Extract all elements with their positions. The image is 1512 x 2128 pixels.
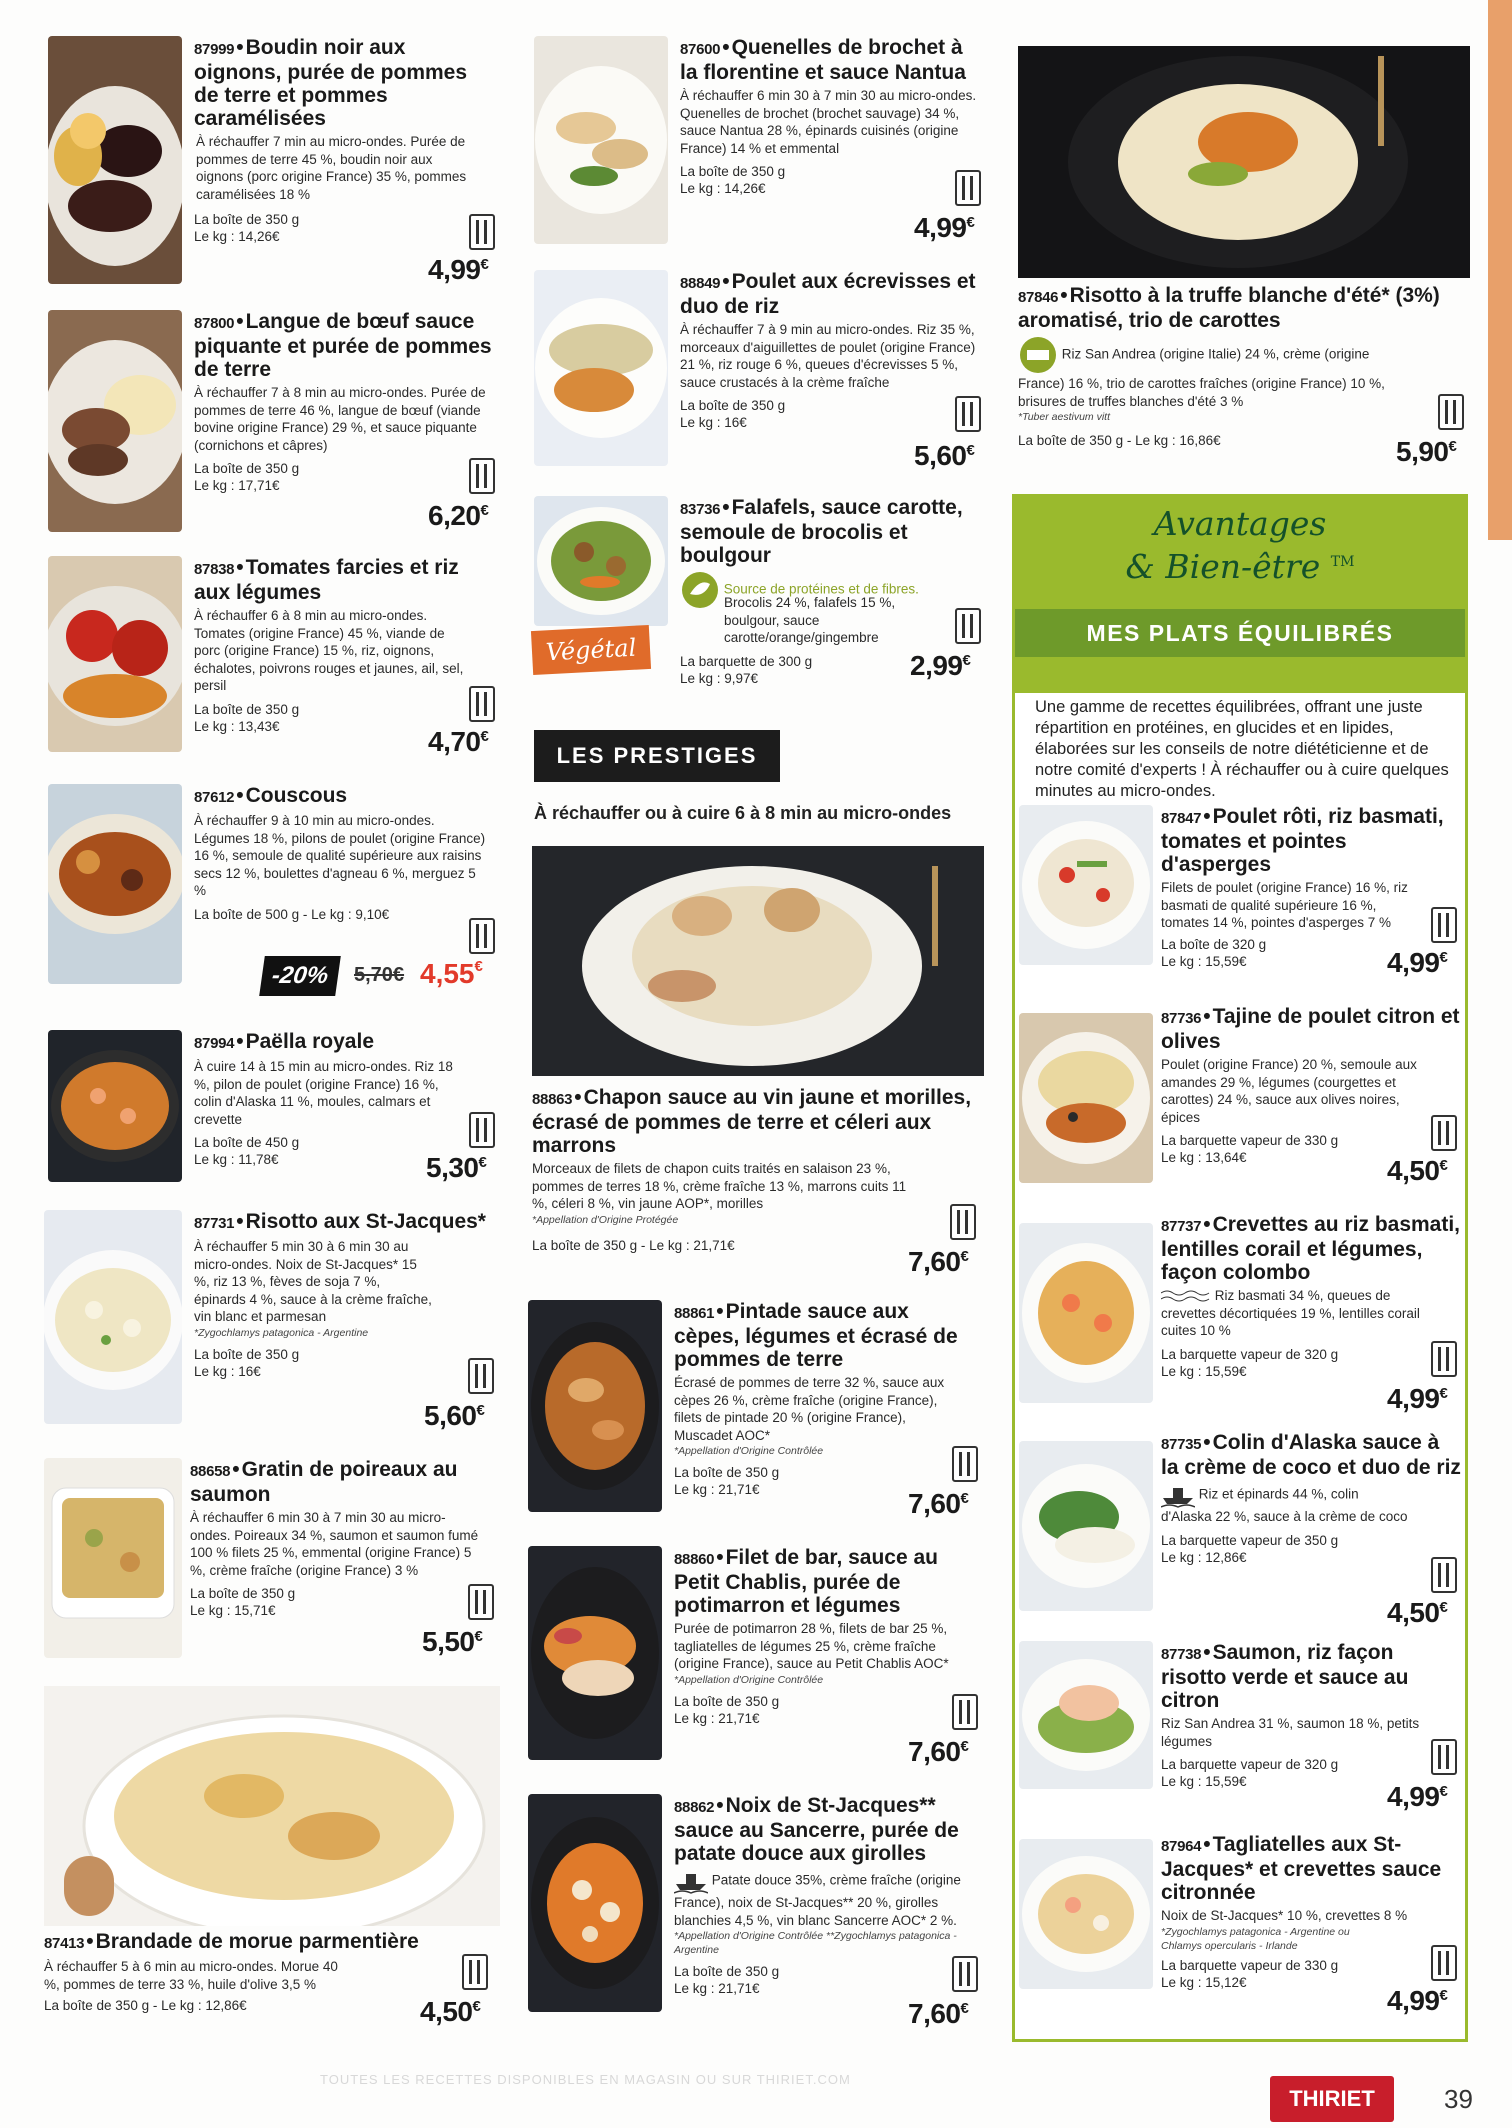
- product-description: À réchauffer 6 min 30 à 7 min 30 au micro-ondes. Quenelles de brochet (brochet sauvage) 34 %, sauce Nantua 28 %, épinards cuisinés (origine France) 14 % et emmental: [680, 88, 977, 156]
- dish-image-st-jacques-sancerre: [528, 1794, 662, 2012]
- footnote: *Appellation d'Origine Contrôlée: [674, 1445, 824, 1457]
- product-card[interactable]: [44, 1210, 500, 1444]
- dish-image-pintade: [528, 1300, 662, 1512]
- product-title: 88861•Pintade sauce aux cèpes, légumes et écrasé de pommes de terre: [674, 1300, 958, 1371]
- dish-image-saumon: [1019, 1641, 1153, 1789]
- product-title: 87736•Tajine de poulet citron et olives: [1161, 1005, 1460, 1053]
- waves-icon: [1161, 1289, 1211, 1303]
- product-photo: [48, 310, 182, 532]
- microwave-icon: [952, 1446, 978, 1482]
- product-card[interactable]: [534, 270, 986, 480]
- product-price: 4,50€: [420, 1996, 481, 2027]
- microwave-icon: [468, 1584, 494, 1620]
- dish-image-poulet-ecrevisses: [534, 270, 668, 466]
- package-size: La boîte de 350 g: [194, 461, 300, 476]
- microwave-icon: [950, 1204, 976, 1240]
- dish-image-paella: [48, 1030, 182, 1182]
- product-photo: [1019, 1013, 1153, 1183]
- product-price: 2,99€: [910, 650, 971, 681]
- product-price: 5,30€: [426, 1152, 487, 1183]
- product-description-text: Riz basmati 34 %, queues de crevettes décortiquées 19 %, lentilles corail cuites 10 %: [1161, 1288, 1420, 1338]
- microwave-icon: [468, 1358, 494, 1394]
- product-card[interactable]: [1019, 1833, 1463, 2033]
- product-price: 4,70€: [428, 726, 489, 757]
- product-price: 7,60€: [908, 1246, 969, 1277]
- product-photo: [48, 36, 182, 284]
- product-title: 83736•Falafels, sauce carotte, semoule de brocolis et boulgour: [680, 496, 963, 567]
- microwave-icon: [469, 458, 495, 494]
- product-title: 87600•Quenelles de brochet à la florentine et sauce Nantua: [680, 36, 966, 84]
- price-per-kg: Le kg : 15,59€: [1161, 953, 1247, 969]
- product-title: 87800•Langue de bœuf sauce piquante et purée de pommes de terre: [194, 310, 492, 381]
- product-card[interactable]: [528, 1794, 984, 2038]
- product-photo: [1019, 805, 1153, 965]
- dish-image-crevettes: [1019, 1223, 1153, 1403]
- product-photo: [48, 784, 182, 984]
- product-photo: [534, 496, 668, 626]
- package-size: La barquette vapeur de 320 g: [1161, 1346, 1339, 1362]
- dish-image-risotto-truffe: [1018, 46, 1470, 278]
- product-description: À cuire 14 à 15 min au micro-ondes. Riz 18 %, pilon de poulet (origine France) 16 %, colin d'Alaska 11 %, moules, calmars et crevette: [194, 1059, 453, 1127]
- dish-image-tagliatelles: [1019, 1839, 1153, 1989]
- product-description: Brocolis 24 %, falafels 15 %, boulgour, sauce carotte/orange/gingembre: [724, 595, 896, 645]
- product-title: 87731•Risotto aux St-Jacques*: [194, 1210, 486, 1233]
- product-price: 4,50€: [1387, 1597, 1448, 1628]
- microwave-icon: [1431, 907, 1457, 943]
- product-photo: [48, 556, 182, 752]
- price-per-kg: Le kg : 16€: [680, 415, 747, 430]
- price-per-kg: Le kg : 14,26€: [680, 181, 766, 196]
- product-price: 7,60€: [908, 1488, 969, 1519]
- microwave-icon: [469, 918, 495, 954]
- product-card[interactable]: [1019, 1005, 1463, 1213]
- product-photo: [1018, 46, 1470, 278]
- footnote: *Zygochlamys patagonica - Argentine: [194, 1326, 369, 1339]
- price-per-kg: Le kg : 16€: [194, 1363, 261, 1379]
- dish-image-tajine: [1019, 1013, 1153, 1183]
- fishing-boat-icon: [1161, 1482, 1195, 1508]
- footnote: *Appellation d'Origine Protégée: [532, 1213, 679, 1226]
- product-price: 4,99€: [1387, 1985, 1448, 2016]
- package-size: La barquette vapeur de 330 g: [1161, 1957, 1339, 1973]
- package-size: La boîte de 500 g - Le kg : 9,10€: [194, 906, 390, 922]
- product-photo: [532, 846, 984, 1076]
- product-description: Purée de potimarron 28 %, filets de bar 25 %, tagliatelles de légumes 25 %, crème fraîche (origine France), sauce au Petit Chablis AOC*: [674, 1621, 949, 1671]
- product-description-text: Riz San Andrea (origine Italie) 24 %, crème (origine France) 16 %, trio de carottes fraîches (origine France) 10 %, brisures de truffes blanches d'été 3 %: [1018, 346, 1385, 409]
- product-price: 5,50€: [422, 1626, 483, 1657]
- product-photo: [528, 1794, 662, 2012]
- product-title: 87994•Paëlla royale: [194, 1030, 374, 1053]
- promo-price: 4,55€: [420, 958, 483, 989]
- product-price: 5,90€: [1396, 436, 1457, 467]
- microwave-icon: [955, 608, 981, 644]
- product-description: À réchauffer 7 à 9 min au micro-ondes. Riz 35 %, morceaux d'aiguillettes de poulet (origine France) 21 %, riz rouge 6 %, queues d'écrevisses 5 %, sauce crustacés à la crème fraîche: [680, 322, 976, 390]
- product-photo: [1019, 1223, 1153, 1403]
- package-size: La boîte de 350 g - Le kg : 16,86€: [1018, 433, 1221, 448]
- product-card[interactable]: [44, 1458, 500, 1670]
- product-card[interactable]: [534, 36, 986, 256]
- product-title: 88863•Chapon sauce au vin jaune et morilles, écrasé de pommes de terre et céleri aux marrons: [532, 1086, 972, 1157]
- leaf-badge-icon: [680, 570, 720, 610]
- old-price: 5,70€: [354, 964, 405, 986]
- product-title: 87612•Couscous: [194, 784, 348, 807]
- product-card[interactable]: [1019, 1431, 1463, 1641]
- protein-badge-text: Source de protéines et de fibres.: [723, 581, 919, 597]
- product-description: [1161, 1287, 1421, 1340]
- product-description: À réchauffer 5 à 6 min au micro-ondes. Morue 40 %, pommes de terre 33 %, huile d'olive 3,5 %: [44, 1959, 338, 1992]
- product-photo: [534, 36, 668, 244]
- product-price: 7,60€: [908, 1736, 969, 1767]
- microwave-icon: [952, 1956, 978, 1992]
- package-size: La barquette vapeur de 320 g: [1161, 1757, 1339, 1772]
- product-title: 88849•Poulet aux écrevisses et duo de riz: [680, 270, 976, 318]
- product-photo: [1019, 1441, 1153, 1611]
- price-per-kg: Le kg : 21,71€: [674, 1981, 760, 1996]
- microwave-icon: [469, 1112, 495, 1148]
- product-price: 4,99€: [428, 254, 489, 285]
- avantages-header: [1015, 497, 1465, 693]
- dish-image-brandade: [44, 1686, 500, 1926]
- price-per-kg: Le kg : 21,71€: [674, 1482, 760, 1497]
- product-photo: [44, 1458, 182, 1658]
- product-price: 4,99€: [1387, 947, 1448, 978]
- product-photo: [528, 1300, 662, 1512]
- footnote: *Zygochlamys patagonica - Argentine ou Chlamys opercularis - Irlande: [1161, 1925, 1350, 1952]
- dish-image-gratin: [44, 1458, 182, 1658]
- product-title: 87964•Tagliatelles aux St-Jacques* et crevettes sauce citronnée: [1161, 1833, 1442, 1904]
- price-per-kg: Le kg : 12,86€: [1161, 1549, 1247, 1565]
- product-photo: [44, 1686, 500, 1926]
- product-description: [674, 1868, 974, 1929]
- section-subtitle: À réchauffer ou à cuire 6 à 8 min au micro-ondes: [534, 803, 952, 823]
- price-per-kg: Le kg : 15,59€: [1161, 1774, 1247, 1789]
- product-description-text: Riz et épinards 44 %, colin d'Alaska 22 %, sauce à la crème de coco: [1161, 1486, 1408, 1524]
- package-size: La boîte de 350 g: [194, 701, 300, 717]
- product-price: 4,50€: [1387, 1155, 1448, 1186]
- footnote: *Appellation d'Origine Contrôlée: [674, 1673, 824, 1686]
- price-per-kg: Le kg : 13,43€: [194, 718, 280, 734]
- footnote: *Tuber aestivum vitt: [1018, 411, 1111, 423]
- price-per-kg: Le kg : 15,12€: [1161, 1974, 1247, 1990]
- product-card[interactable]: [1019, 1213, 1463, 1431]
- dish-image-quenelles: [534, 36, 668, 244]
- product-description: À réchauffer 6 à 8 min au micro-ondes. Tomates (origine France) 45 %, viande de porc (origine France) 15 %, riz, oignons, échalotes, poivrons rouges et jaunes, ail, sel, persil: [194, 608, 464, 693]
- price-per-kg: Le kg : 15,71€: [190, 1603, 276, 1618]
- product-description: Poulet (origine France) 20 %, semoule aux amandes 29 %, légumes (courgettes et carottes) 24 %, sauce aux olives noires, épices: [1161, 1057, 1417, 1125]
- product-photo: [44, 1210, 182, 1424]
- price-per-kg: Le kg : 11,78€: [194, 1152, 279, 1167]
- page-edge-strip: [1488, 0, 1512, 540]
- microwave-icon: [1438, 394, 1464, 430]
- product-title: 88862•Noix de St-Jacques** sauce au Sancerre, purée de patate douce aux girolles: [674, 1794, 959, 1865]
- product-card[interactable]: [48, 36, 500, 286]
- microwave-icon: [1431, 1739, 1457, 1775]
- microwave-icon: [1431, 1341, 1457, 1377]
- microwave-icon: [469, 214, 495, 250]
- product-price: 4,99€: [914, 212, 975, 243]
- package-size: La boîte de 350 g: [190, 1586, 296, 1601]
- microwave-icon: [952, 1694, 978, 1730]
- fishing-boat-icon: [674, 1868, 708, 1894]
- product-title: 87999•Boudin noir aux oignons, purée de pommes de terre et pommes caramélisées: [194, 36, 468, 130]
- product-title: 87413•Brandade de morue parmentière: [44, 1930, 419, 1953]
- product-description: À réchauffer 9 à 10 min au micro-ondes. Légumes 18 %, pilons de poulet (origine France) 16 %, semoule de qualité supérieure aux raisins secs 12 %, boulettes d'agneau 6 %, merguez 5 %: [194, 813, 486, 898]
- product-price: 4,99€: [1387, 1383, 1448, 1414]
- dish-image-langue: [48, 310, 182, 532]
- package-size: La boîte de 350 g - Le kg : 12,86€: [44, 1998, 247, 2013]
- product-description-text: Patate douce 35%, crème fraîche (origine France), noix de St-Jacques** 20 %, girolles blanchies 4,5 %, vin blanc Sancerre AOC* 2 %.: [674, 1872, 961, 1928]
- product-price: 7,60€: [908, 1998, 969, 2029]
- avantages-intro: Une gamme de recettes équilibrées, offrant une juste répartition en protéines, en glucides et en lipides, élaborées sur les conseils de notre diététicienne et de notre comité d'experts ! À réchauffer ou à cuire quelques minutes au micro-ondes.: [1035, 698, 1449, 800]
- package-size: La boîte de 350 g: [674, 1693, 780, 1709]
- vegetal-badge: Végétal: [531, 625, 651, 675]
- product-card[interactable]: [532, 1086, 984, 1282]
- product-title: 87737•Crevettes au riz basmati, lentilles corail et légumes, façon colombo: [1161, 1213, 1461, 1284]
- footnote: *Appellation d'Origine Contrôlée **Zygochlamys patagonica - Argentine: [674, 1930, 957, 1956]
- microwave-icon: [1431, 1115, 1457, 1151]
- product-price: 5,60€: [914, 440, 975, 471]
- microwave-icon: [955, 170, 981, 206]
- package-size: La barquette vapeur de 350 g: [1161, 1532, 1339, 1548]
- product-title: 87847•Poulet rôti, riz basmati, tomates et pointes d'asperges: [1161, 805, 1444, 876]
- package-size: La barquette vapeur de 330 g: [1161, 1133, 1339, 1148]
- dish-image-tomates: [48, 556, 182, 752]
- product-description: À réchauffer 6 min 30 à 7 min 30 au micro-ondes. Poireaux 34 %, saumon et saumon fumé 100 % filets 25 %, emmental (origine France) 5 %, crème fraîche (origine France) 3 %: [190, 1510, 479, 1578]
- microwave-icon: [469, 686, 495, 722]
- package-size: La boîte de 350 g: [194, 212, 300, 227]
- package-size: La boîte de 320 g: [1161, 936, 1267, 952]
- product-price: 4,99€: [1387, 1781, 1448, 1812]
- product-photo: [48, 1030, 182, 1182]
- product-card[interactable]: [44, 1930, 500, 2040]
- package-size: La boîte de 350 g - Le kg : 21,71€: [532, 1237, 735, 1253]
- package-size: La boîte de 350 g: [674, 1465, 780, 1480]
- product-card[interactable]: [48, 310, 500, 536]
- brand-logo[interactable]: THIRIET: [1270, 2076, 1394, 2122]
- price-per-kg: Le kg : 9,97€: [680, 670, 759, 686]
- product-photo: [1019, 1839, 1153, 1989]
- product-description: Morceaux de filets de chapon cuits traités en salaison 23 %, pommes de terres 18 %, crème fraîche 13 %, marrons cuits 11 %, céleri 8 %, vin jaune AOP*, morilles: [532, 1161, 907, 1211]
- product-title: 88658•Gratin de poireaux au saumon: [190, 1458, 458, 1506]
- product-card[interactable]: [528, 1300, 984, 1528]
- product-card[interactable]: [48, 1030, 500, 1210]
- italy-rice-badge-icon: [1018, 335, 1058, 375]
- product-card[interactable]: [1019, 805, 1463, 1005]
- dish-image-bar: [528, 1546, 662, 1760]
- dish-image-risotto: [44, 1210, 182, 1424]
- price-per-kg: Le kg : 21,71€: [674, 1710, 760, 1726]
- product-description: [1161, 1482, 1411, 1526]
- product-title: 87838•Tomates farcies et riz aux légumes: [194, 556, 459, 604]
- dish-image-couscous: [48, 784, 182, 984]
- microwave-icon: [1431, 1945, 1457, 1981]
- package-size: La boîte de 350 g: [674, 1964, 780, 1979]
- product-title: 87738•Saumon, riz façon risotto verde et sauce au citron: [1161, 1641, 1409, 1712]
- microwave-icon: [955, 396, 981, 432]
- dish-image-boudin: [48, 36, 182, 284]
- package-size: La barquette de 300 g: [680, 653, 813, 669]
- product-card[interactable]: [48, 556, 500, 766]
- product-card[interactable]: [1018, 284, 1470, 480]
- dish-image-chapon: [532, 846, 984, 1076]
- price-per-kg: Le kg : 13,64€: [1161, 1150, 1247, 1165]
- product-price: 5,60€: [424, 1400, 485, 1431]
- dish-image-falafels: [534, 496, 668, 626]
- product-price: 6,20€: [428, 500, 489, 531]
- price-per-kg: Le kg : 14,26€: [194, 229, 280, 244]
- product-title: 88860•Filet de bar, sauce au Petit Chablis, purée de potimarron et légumes: [674, 1546, 938, 1617]
- package-size: La boîte de 350 g: [194, 1346, 300, 1362]
- avantages-logo: Avantages & Bien-être ™: [1125, 504, 1355, 586]
- product-title: 87846•Risotto à la truffe blanche d'été* (3%) aromatisé, trio de carottes: [1018, 284, 1440, 332]
- product-description: Écrasé de pommes de terre 32 %, sauce aux cèpes 26 %, crème fraîche (origine France), filets de pintade 20 % (origine France), Muscadet AOC*: [674, 1375, 945, 1443]
- microwave-icon: [1431, 1557, 1457, 1593]
- footer-text: TOUTES LES RECETTES DISPONIBLES EN MAGASIN OU SUR THIRIET.COM: [320, 2072, 851, 2087]
- product-card[interactable]: [1019, 1641, 1463, 1827]
- product-description: À réchauffer 7 à 8 min au micro-ondes. Purée de pommes de terre 46 %, langue de bœuf (viande bovine origine France) 29 %, et sauce piquante (cornichons et câpres): [194, 385, 486, 453]
- dish-image-colin: [1019, 1441, 1153, 1611]
- avantages-band: MES PLATS ÉQUILIBRÉS: [1015, 609, 1465, 657]
- product-photo: [528, 1546, 662, 1760]
- package-size: La boîte de 450 g: [194, 1135, 300, 1150]
- section-label-prestiges: LES PRESTIGES: [534, 730, 780, 782]
- product-description: Filets de poulet (origine France) 16 %, riz basmati de qualité supérieure 16 %, tomates 14 %, pointes d'asperges 7 %: [1161, 880, 1408, 930]
- product-description: À réchauffer 7 min au micro-ondes. Purée de pommes de terre 45 %, boudin noir aux oignons (porc origine France) 35 %, pommes caramélisées 18 %: [196, 134, 467, 202]
- product-title: 87735•Colin d'Alaska sauce à la crème de coco et duo de riz: [1161, 1431, 1461, 1479]
- microwave-icon: [462, 1954, 488, 1990]
- discount-badge: -20%: [259, 956, 341, 996]
- product-description: Riz San Andrea 31 %, saumon 18 %, petits légumes: [1161, 1716, 1420, 1749]
- product-photo: [534, 270, 668, 466]
- product-description: [1018, 335, 1388, 410]
- product-description: À réchauffer 5 min 30 à 6 min 30 au micro-ondes. Noix de St-Jacques* 15 %, riz 13 %, fèves de soja 7 %, épinards 4 %, sauce à la crème fraîche, vin blanc et parmesan: [194, 1239, 432, 1324]
- product-description: Noix de St-Jacques* 10 %, crevettes 8 %: [1161, 1908, 1408, 1923]
- product-card[interactable]: [528, 1546, 984, 1778]
- price-per-kg: Le kg : 15,59€: [1161, 1363, 1247, 1379]
- price-per-kg: Le kg : 17,71€: [194, 478, 280, 493]
- product-photo: [1019, 1641, 1153, 1789]
- package-size: La boîte de 350 g: [680, 398, 786, 413]
- package-size: La boîte de 350 g: [680, 164, 786, 179]
- avantages-panel: [1012, 494, 1468, 2042]
- dish-image-poulet-roti: [1019, 805, 1153, 965]
- page-number: 39: [1444, 2084, 1473, 2114]
